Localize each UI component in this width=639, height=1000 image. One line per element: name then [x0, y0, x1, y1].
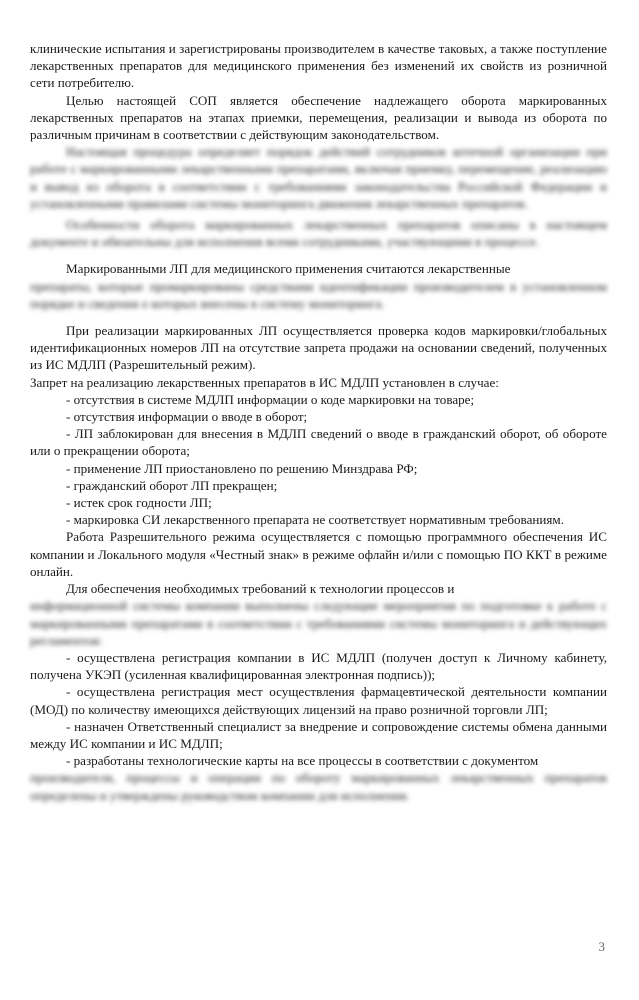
- list-item: - назначен Ответственный специалист за внедрение и сопровождение системы обмена данными между ИС компании и ИС МДЛП;: [30, 718, 607, 751]
- list-item: - гражданский оборот ЛП прекращен;: [66, 477, 278, 493]
- list-item: - отсутствия в системе МДЛП информации о коде маркировки на товаре;: [66, 391, 475, 407]
- list-item: - ЛП заблокирован для внесения в МДЛП сведений о вводе в гражданский оборот, об обороте или о прекращении оборота;: [30, 426, 607, 459]
- paragraph-ban-cases: Запрет на реализацию лекарственных препаратов в ИС МДЛП установлен в случае:: [30, 374, 499, 390]
- blurred-paragraph: препараты, которые промаркированы средствами идентификации производителем в установленном порядке и сведения о которых внесены в систему мониторинга.: [30, 278, 607, 311]
- list-item: - осуществлена регистрация мест осуществления фармацевтической деятельности компании (МОД) по количеству имеющихся действующих лицензий на право розничной торговли ЛП;: [30, 684, 607, 717]
- ban-cases-list: [30, 391, 607, 529]
- paragraph-intro-continuation: клинические испытания и зарегистрированы производителем в качестве таковых, а также поступление лекарственных препаратов для медицинского применения без изменений их свойств из розничной сети потребителю.: [30, 41, 607, 91]
- list-item: - применение ЛП приостановлено по решению Минздрава РФ;: [66, 460, 418, 476]
- blurred-paragraph: производителя, процессы и операции по обороту маркированных лекарственных препаратов определены и утверждены руководством компании для исполнения.: [30, 770, 607, 803]
- list-item: - истек срок годности ЛП;: [66, 495, 212, 511]
- list-item: - отсутствия информации о вводе в оборот;: [66, 409, 308, 425]
- requirements-list: [30, 649, 607, 769]
- paragraph-permit-mode: Работа Разрешительного режима осуществляется с помощью программного обеспечения ИС компании и Локального модуля «Честный знак» в режиме офлайн и/или с помощью ПО ККТ в режиме онлайн.: [30, 529, 607, 579]
- blurred-paragraph: Особенности оборота маркированных лекарственных препаратов описаны в настоящем документе и обязательны для исполнения всеми сотрудниками, участвующими в процессе.: [30, 217, 607, 250]
- paragraph-sale-check: При реализации маркированных ЛП осуществляется проверка кодов маркировки/глобальных идентификационных номеров ЛП на отсутствие запрета продажи на основании сведений, полученных из ИС МДЛП (Разрешительный режим).: [30, 323, 607, 373]
- list-item: - маркировка СИ лекарственного препарата не соответствует нормативным требованиям.: [66, 512, 564, 528]
- paragraph-requirements: Для обеспечения необходимых требований к технологии процессов и: [66, 581, 455, 597]
- blurred-paragraph: информационной системы компании выполнены следующие мероприятия по подготовке к работе с маркированными препаратами в соответствии с требованиями системы мониторинга и действующих регламентов:: [30, 598, 607, 648]
- paragraph-definition: Маркированными ЛП для медицинского применения считаются лекарственные: [66, 261, 511, 277]
- page-content: [30, 40, 607, 804]
- list-item: - разработаны технологические карты на все процессы в соответствии с документом: [66, 753, 539, 769]
- list-item: - осуществлена регистрация компании в ИС МДЛП (получен доступ к Личному кабинету, получена УКЭП (усиленная квалифицированная электронная подпись));: [30, 649, 607, 683]
- page-number: 3: [598, 939, 605, 954]
- blurred-paragraph: Настоящая процедура определяет порядок действий сотрудников аптечной организации при работе с маркированными лекарственными препаратами, включая приемку, перемещение, реализацию и вывод из оборота в соответствии с требованиями законодательства Российской Федерации и установленными правилами системы мониторинга движения лекарственных препаратов.: [30, 144, 607, 211]
- paragraph-purpose: Целью настоящей СОП является обеспечение надлежащего оборота маркированных лекарственных препаратов на этапах приемки, перемещения, реализации и вывода из оборота по различным причинам в соответствии с действующим законодательством.: [30, 92, 607, 143]
